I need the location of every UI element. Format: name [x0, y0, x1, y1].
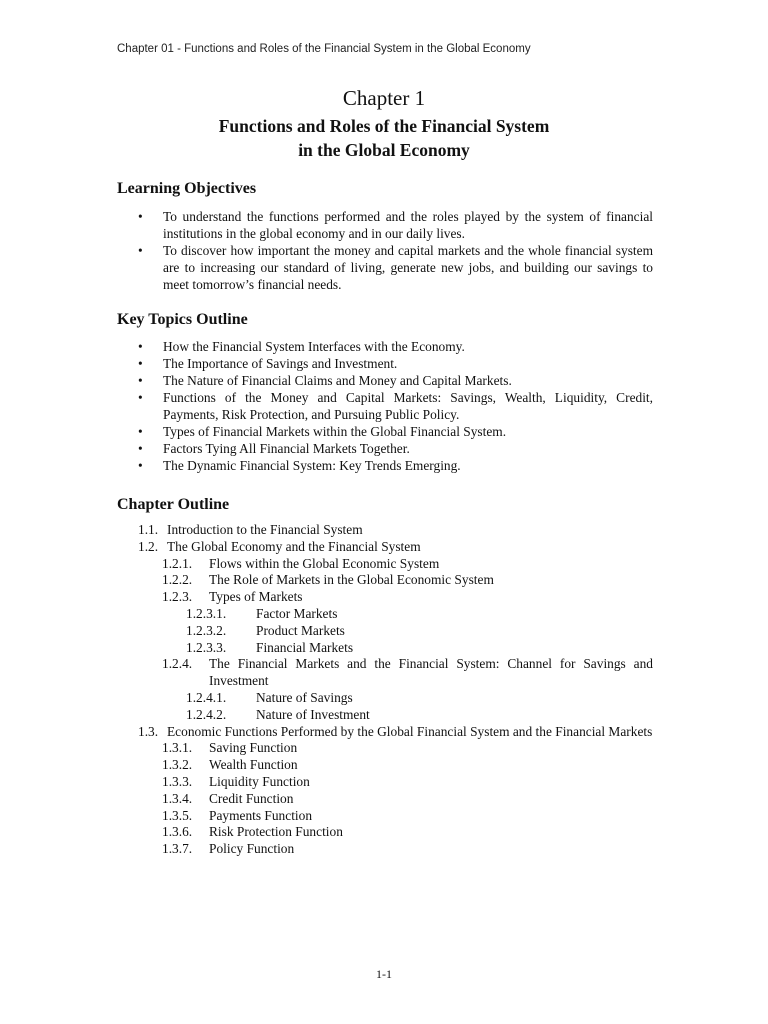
outline-item: 1.3.4. Credit Function: [162, 790, 294, 806]
outline-item: 1.3.5. Payments Function: [162, 807, 313, 823]
list-item: • To understand the functions performed and the roles played by the system of financial institutions in the global economy and in our daily lives.: [117, 208, 653, 242]
key-topics-list: [117, 338, 653, 474]
outline-item: 1.3.1. Saving Function: [162, 740, 298, 756]
outline-item: 1.2. The Global Economy and the Financial System: [138, 538, 421, 554]
chapter-title-line-2: in the Global Economy: [298, 140, 470, 160]
list-item: • The Nature of Financial Claims and Money and Capital Markets.: [117, 372, 653, 389]
running-header: Chapter 01 - Functions and Roles of the Financial System in the Global Economy: [117, 43, 531, 55]
outline-item: 1.1. Introduction to the Financial System: [138, 522, 363, 537]
chapter-title: [0, 114, 768, 162]
list-item: • Types of Financial Markets within the Global Financial System.: [117, 423, 653, 440]
outline-item: 1.3.6. Risk Protection Function: [162, 824, 343, 840]
outline-item: 1.3. Economic Functions Performed by the Global Financial System and the Financial Markets: [138, 723, 653, 739]
list-item: • The Importance of Savings and Investment.: [117, 355, 653, 372]
chapter-outline-heading: Chapter Outline: [117, 496, 230, 513]
list-item: • Factors Tying All Financial Markets Together.: [117, 440, 653, 457]
list-item: • The Dynamic Financial System: Key Trends Emerging.: [117, 457, 653, 474]
outline-item: 1.2.3. Types of Markets: [162, 589, 303, 605]
list-item: • To discover how important the money and capital markets and the whole financial system are to increasing our standard of living, generate new jobs, and building our savings to meet tomorrow’s financial needs.: [117, 242, 653, 293]
learning-objectives-heading: Learning Objectives: [117, 180, 257, 197]
outline-item: 1.2.3.2. Product Markets: [186, 622, 345, 638]
outline-item: 1.2.2. The Role of Markets in the Global Economic System: [162, 572, 494, 588]
outline-item: 1.2.4.2. Nature of Investment: [186, 706, 370, 722]
list-item: • How the Financial System Interfaces with the Economy.: [117, 338, 653, 355]
chapter-label: Chapter 1: [342, 86, 426, 110]
outline-item: 1.2.3.3. Financial Markets: [186, 639, 354, 655]
page-number: 1-1: [376, 967, 392, 981]
outline-item: 1.3.7. Policy Function: [162, 841, 295, 857]
chapter-title-line-1: Functions and Roles of the Financial System: [218, 116, 550, 136]
outline-item: 1.2.1. Flows within the Global Economic System: [162, 555, 440, 571]
learning-objectives-list: [117, 208, 653, 293]
list-item: • Functions of the Money and Capital Markets: Savings, Wealth, Liquidity, Credit, Payments, Risk Protection, and Pursuing Public Policy.: [117, 389, 653, 423]
outline-item: 1.3.3. Liquidity Function: [162, 773, 310, 789]
outline-item: 1.3.2. Wealth Function: [162, 757, 298, 773]
outline-item: 1.2.4. The Financial Markets and the Financial System: Channel for Savings and Investment: [162, 656, 653, 689]
outline-item: 1.2.3.1. Factor Markets: [186, 605, 338, 621]
chapter-outline-list: [117, 522, 653, 858]
outline-item: 1.2.4.1. Nature of Savings: [186, 689, 353, 705]
key-topics-heading: Key Topics Outline: [117, 311, 248, 328]
